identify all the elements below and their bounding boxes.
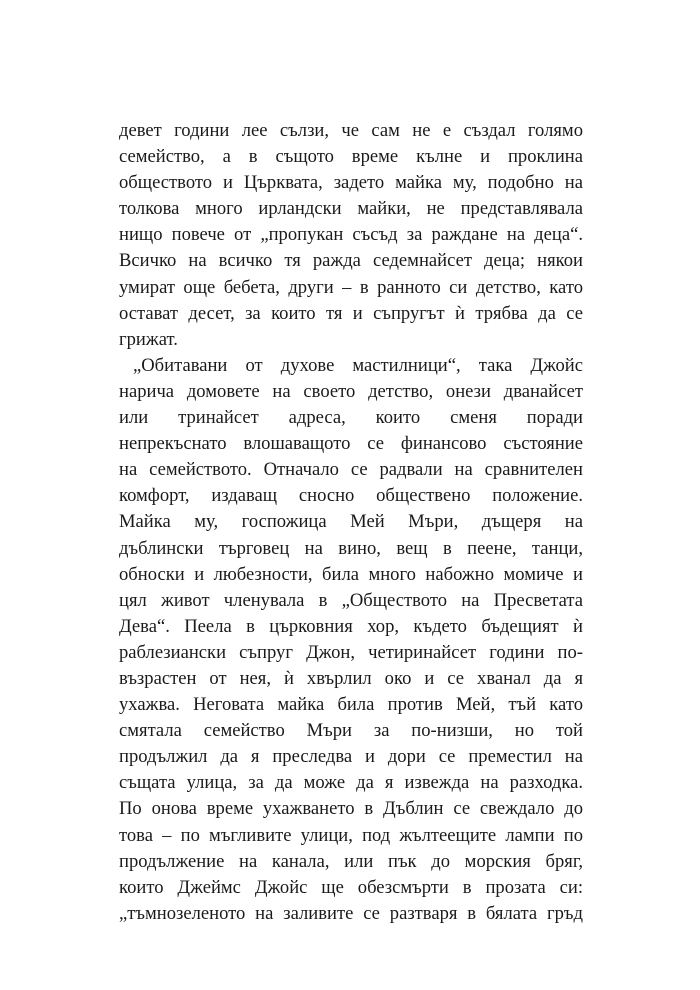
text-line: нарича домовете на своето детство, онези дванайсет (119, 380, 583, 402)
text-line: продължил да я преследва и дори се преместил на (119, 746, 583, 768)
text-line: които Джеймс Джойс ще обезсмърти в прозата си: (119, 876, 583, 898)
text-line: това – по мъгливите улици, под жълтеещите лампи по (119, 824, 583, 846)
text-line: умират още бебета, други – в ранното си детство, като (119, 276, 583, 298)
text-line: или тринайсет адреса, които сменя поради (119, 407, 583, 429)
text-line: продължение на канала, или пък до морския бряг, (119, 850, 583, 872)
text-line: смятала семейство Мъри за по-низши, но той (119, 720, 583, 742)
text-line: дъблински търговец на вино, вещ в пеене, танци, (119, 537, 583, 559)
text-line: Дева“. Пеела в църковния хор, където бъдещият ѝ (119, 615, 583, 637)
text-line: нищо повече от „пропукан съсъд за раждане на деца“. (119, 224, 583, 246)
text-line: Майка му, госпожица Мей Мъри, дъщеря на (119, 511, 583, 533)
text-line: ухажва. Неговата майка била против Мей, тъй като (119, 694, 583, 716)
text-line: девет години лее сълзи, че сам не е създал голямо (119, 120, 583, 141)
text-line: толкова много ирландски майки, не представлявала (119, 198, 583, 220)
text-line: същата улица, за да може да я извежда на разходка. (119, 772, 583, 794)
text-line: комфорт, издаващ сносно обществено положение. (119, 485, 583, 507)
text-line: Всичко на всичко тя ражда седемнайсет деца; някои (119, 250, 583, 272)
text-line: раблезиански съпруг Джон, четиринайсет години по- (119, 641, 583, 663)
text-line: възрастен от нея, ѝ хвърлил око и се хванал да я (119, 667, 583, 689)
text-line: на семейството. Отначало се радвали на сравнителен (119, 459, 583, 481)
text-line: обноски и любезности, била много набожно момиче и (119, 563, 583, 585)
text-line: По онова време ухажването в Дъблин се свеждало до (119, 798, 583, 820)
text-line: семейство, а в същото време кълне и проклина (119, 146, 583, 168)
text-line: „тъмнозеленото на заливите се разтваря в бялата гръд (119, 902, 583, 924)
text-line: обществото и Църквата, задето майка му, подобно на (119, 172, 583, 194)
text-line: остават десет, за които тя и съпругът ѝ трябва да се (119, 302, 583, 324)
body-text (119, 118, 583, 927)
text-line: непрекъснато влошаващото се финансово състояние (119, 433, 583, 455)
paragraph-end-line: грижат. (119, 328, 178, 350)
text-line: цял живот членувала в „Обществото на Пресветата (119, 589, 583, 611)
paragraph-first-line: „Обитавани от духове мастилници“, така Джойс (133, 354, 583, 376)
